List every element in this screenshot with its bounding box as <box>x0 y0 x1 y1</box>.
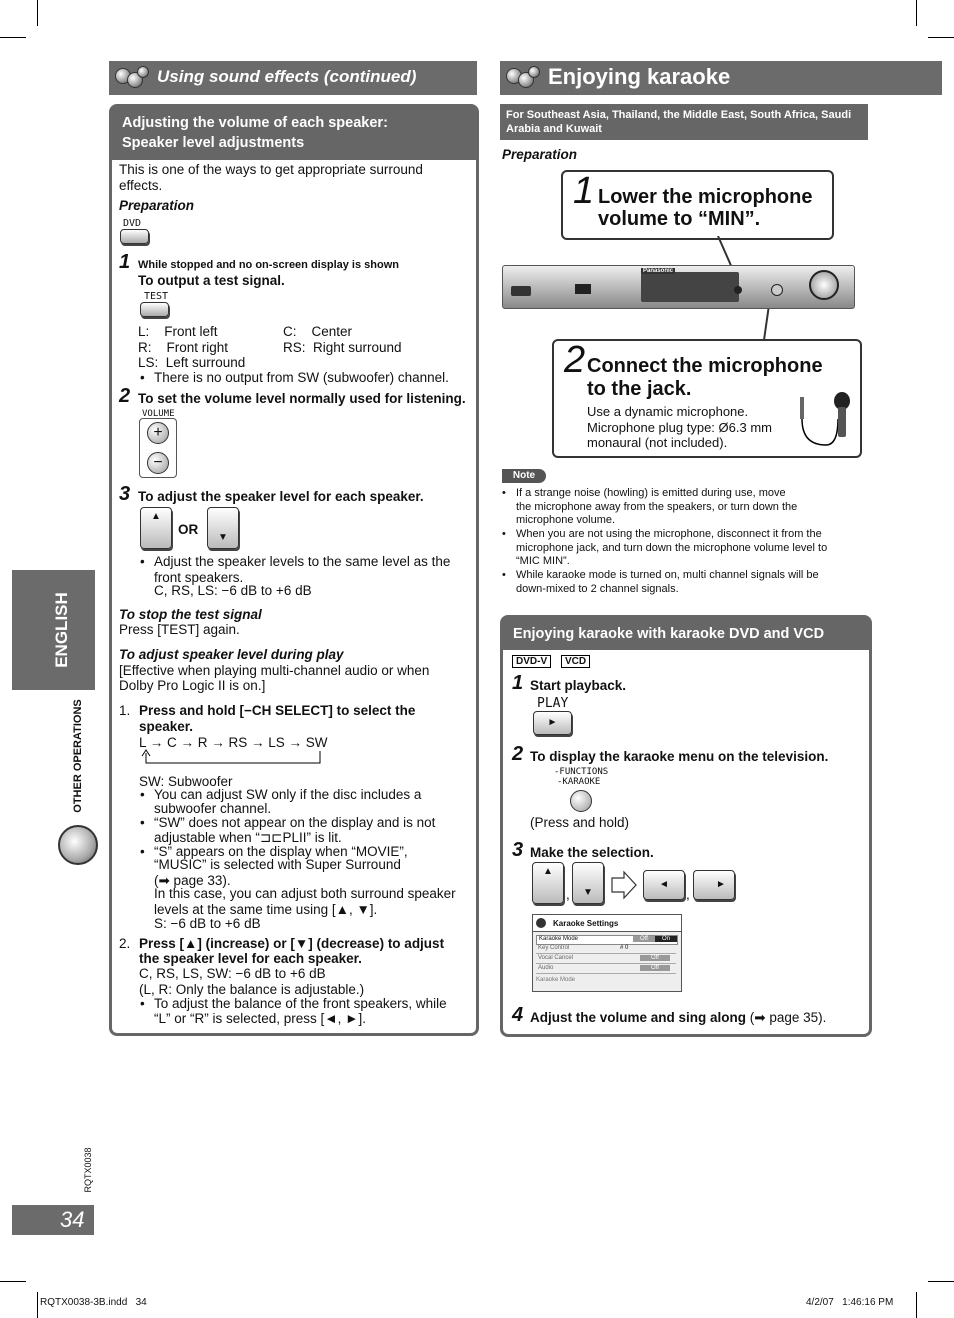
up-arrow-button[interactable] <box>140 507 172 549</box>
bullet: • <box>140 996 145 1011</box>
s-display-note: levels at the same time using [▲, ▼]. <box>154 902 378 917</box>
speaker-sequence: L → C → R → RS → LS → SW <box>139 735 328 750</box>
screen-row-label: Vocal Cancel <box>538 955 574 961</box>
operations-icon <box>58 825 98 865</box>
test-button[interactable] <box>140 302 169 317</box>
karaoke-menu-text: To display the karaoke menu on the television. <box>530 749 829 764</box>
down-arrow-button[interactable] <box>207 507 239 549</box>
step-number: 4 <box>512 1004 524 1026</box>
step3-text: To adjust the speaker level for each speaker. <box>138 489 424 504</box>
note-label: Note <box>502 469 546 483</box>
karaoke-icon <box>506 66 540 90</box>
screen-row <box>536 965 676 974</box>
adjust-level-text: the speaker level for each speaker. <box>139 951 362 966</box>
callout-line: Connect the microphone <box>587 355 823 377</box>
step-number: 3 <box>119 483 131 505</box>
press-hold-text: Press and hold [−CH SELECT] to select the <box>139 703 416 718</box>
s-display-note: “MUSIC” is selected with Super Surround <box>154 857 401 872</box>
s-display-note: In this case, you can adjust both surround speaker <box>154 886 456 901</box>
step-number: 1 <box>512 672 524 694</box>
screen-title: Karaoke Settings <box>553 919 619 928</box>
callout-body-line: Use a dynamic microphone. <box>587 404 749 419</box>
functions-label: -FUNCTIONS <box>554 767 609 777</box>
note-line: When you are not using the microphone, disconnect it from the <box>516 528 822 540</box>
sing-along-text <box>530 1010 826 1026</box>
channel-right: R: Front right <box>138 340 229 355</box>
sing-along-instruction: Adjust the volume and sing along <box>530 1010 747 1025</box>
play-button[interactable] <box>533 711 572 735</box>
bullet: • <box>140 370 145 385</box>
note-line: If a strange noise (howling) is emitted during use, move <box>516 487 786 499</box>
callout-line: to the jack. <box>587 378 692 400</box>
print-timestamp: 4/2/07 1:46:16 PM <box>806 1297 894 1308</box>
power-button <box>511 286 531 296</box>
sw-note: You can adjust SW only if the disc includes a <box>154 787 422 802</box>
note-line: microphone jack, and turn down the microphone volume level to <box>516 541 828 554</box>
dvd-v-tag: DVD-V <box>512 655 551 668</box>
sw-display-note: adjustable when “⊐⊏PLII” is lit. <box>154 830 342 845</box>
step-number: 2 <box>119 385 131 407</box>
right-section-header <box>500 61 942 95</box>
press-hold-text: speaker. <box>139 719 194 734</box>
preparation-heading: Preparation <box>502 147 578 162</box>
adjust-same-text: Adjust the speaker levels to the same level as the <box>154 554 451 569</box>
volume-control <box>139 418 177 478</box>
section-label: OTHER OPERATIONS <box>72 699 84 813</box>
main-unit-front-panel <box>502 265 855 309</box>
mic-jack <box>771 284 783 296</box>
karaoke-button[interactable] <box>570 790 592 812</box>
screen-title-bar <box>533 915 681 932</box>
balance-tip: To adjust the balance of the front speakers, while <box>154 996 447 1011</box>
up-arrow-icon: ▲ <box>543 866 553 877</box>
bullet: • <box>502 569 506 581</box>
bullet: • <box>140 815 145 830</box>
page-reference: (➡ page 35). <box>749 1010 827 1025</box>
down-arrow-icon: ▼ <box>583 887 593 898</box>
screen-row <box>536 955 676 964</box>
callout-text <box>587 355 823 401</box>
screen-row <box>536 945 676 954</box>
adjust-range: C, RS, LS: −6 dB to +6 dB <box>154 583 312 598</box>
sequence-loop-arrow <box>140 749 322 767</box>
right-arrow-button[interactable] <box>693 870 735 900</box>
preparation-heading: Preparation <box>119 198 195 213</box>
intro-text: This is one of the ways to get appropriate surround effects. <box>119 162 423 193</box>
callout-line: volume to “MIN”. <box>598 208 761 230</box>
crop-mark <box>0 1281 26 1282</box>
up-arrow-icon: ▲ <box>151 511 161 522</box>
screen-footer: Karaoke Mode <box>536 977 576 983</box>
sw-note: subwoofer channel. <box>154 801 272 816</box>
up-arrow-button[interactable] <box>532 862 564 904</box>
adjust-level-text: Press [▲] (increase) or [▼] (decrease) to adjust <box>139 936 445 951</box>
step-number: 2 <box>512 743 524 765</box>
channel-right-surround: RS: Right surround <box>283 340 402 355</box>
sw-display-note: “SW” does not appear on the display and is not <box>154 815 436 830</box>
down-arrow-button[interactable] <box>572 862 604 904</box>
settings-icon <box>536 918 546 928</box>
panel-title-line: Adjusting the volume of each speaker: <box>122 115 388 131</box>
s-display-note: “S” appears on the display when “MOVIE”, <box>154 844 408 859</box>
karaoke-settings-screen <box>532 914 682 992</box>
dvd-button[interactable] <box>120 229 149 244</box>
list-number: 1. <box>119 703 131 718</box>
down-arrow-icon: ▼ <box>218 532 228 543</box>
volume-down-button[interactable]: − <box>147 452 169 474</box>
play-icon: ► <box>547 717 558 728</box>
screen-row-label: Audio <box>538 965 554 971</box>
balance-note: (L, R: Only the balance is adjustable.) <box>139 982 365 997</box>
callout-text <box>598 186 812 230</box>
make-selection-text: Make the selection. <box>530 845 654 860</box>
screen-row-label: Karaoke Mode <box>539 936 579 942</box>
callout-connect-mic <box>552 339 862 458</box>
page-number: 34 <box>12 1205 94 1235</box>
callout-body <box>587 404 772 451</box>
bullet: • <box>140 554 145 569</box>
callout-body-line: monaural (not included). <box>587 435 728 450</box>
screen-row-off: Off <box>633 936 655 942</box>
during-play-heading: To adjust speaker level during play <box>119 647 344 662</box>
region-banner: For Southeast Asia, Thailand, the Middle East, South Africa, Saudi Arabia and Kuwait <box>500 104 868 140</box>
note-item <box>516 487 797 528</box>
page-reference: (➡ page 33). <box>154 873 231 888</box>
note-item <box>516 528 827 569</box>
crop-mark <box>928 37 954 38</box>
dvd-label: DVD <box>123 218 142 229</box>
or-label: OR <box>178 522 199 537</box>
sw-definition: SW: Subwoofer <box>139 774 233 789</box>
crop-mark <box>37 1292 38 1318</box>
crop-mark <box>37 0 38 26</box>
channel-left-surround: LS: Left surround <box>138 355 246 370</box>
during-play-text: [Effective when playing multi-channel audio or when <box>119 663 430 678</box>
note-item <box>516 569 819 596</box>
bullet: • <box>502 528 506 540</box>
bullet: • <box>140 787 145 802</box>
right-arrow-icon: ► <box>716 879 726 890</box>
callout-number: 1 <box>573 170 595 212</box>
separator: , <box>566 887 570 902</box>
microphone-icon <box>794 389 860 453</box>
stop-test-text: Press [TEST] again. <box>119 622 240 637</box>
volume-up-button[interactable]: + <box>147 422 169 444</box>
screen-row-off: # 0 <box>620 945 629 951</box>
screen-row-on: On <box>655 936 677 942</box>
panel-title-line: Speaker level adjustments <box>122 135 305 151</box>
screen-row-label: Key Control <box>538 945 570 951</box>
display-window <box>641 272 739 302</box>
then-arrow-icon <box>610 870 638 900</box>
doc-code: RQTX0038 <box>83 1147 93 1193</box>
language-tab <box>12 570 95 690</box>
step1-text: To output a test signal. <box>138 273 285 288</box>
karaoke-panel-title: Enjoying karaoke with karaoke DVD and VCD <box>503 618 869 650</box>
left-arrow-button[interactable] <box>643 870 685 900</box>
crop-mark <box>0 37 26 38</box>
bullet: • <box>502 487 506 499</box>
sound-effects-icon <box>115 66 149 90</box>
left-arrow-icon: ◄ <box>659 879 669 890</box>
step-number: 1 <box>119 251 131 273</box>
right-header-title: Enjoying karaoke <box>548 64 731 89</box>
step1-note: While stopped and no on-screen display is shown <box>138 259 399 271</box>
callout-line: Lower the microphone <box>598 186 813 208</box>
vcd-tag: VCD <box>561 655 590 668</box>
play-label: PLAY <box>537 696 569 711</box>
adjust-level-range: C, RS, LS, SW: −6 dB to +6 dB <box>139 966 326 981</box>
during-play-text: Dolby Pro Logic II is on.] <box>119 678 266 693</box>
callout-body-line: Microphone plug type: Ø6.3 mm <box>587 419 772 435</box>
file-name: RQTX0038-3B.indd 34 <box>40 1297 147 1308</box>
channel-center: C: Center <box>283 324 353 339</box>
brand-logo: Panasonic <box>643 268 674 274</box>
test-label: TEST <box>144 291 169 302</box>
volume-knob <box>809 270 839 300</box>
separator: , <box>686 887 690 902</box>
note-line: the microphone away from the speakers, or turn down the <box>516 500 798 513</box>
bullet: • <box>140 844 145 859</box>
left-section-header <box>109 61 477 95</box>
karaoke-label: -KARAOKE <box>557 777 601 787</box>
balance-tip: “L” or “R” is selected, press [◄, ►]. <box>154 1011 367 1026</box>
s-range: S: −6 dB to +6 dB <box>154 916 261 931</box>
adjust-same-text: front speakers. <box>154 570 244 585</box>
press-hold-note: (Press and hold) <box>530 815 630 830</box>
panel-title <box>112 107 476 160</box>
screen-row-off: Off <box>640 955 670 961</box>
stop-test-heading: To stop the test signal <box>119 607 262 622</box>
note-line: down-mixed to 2 channel signals. <box>516 582 679 595</box>
callout-number: 2 <box>564 339 586 381</box>
note-line: “MIC MIN”. <box>516 555 570 567</box>
volume-label: VOLUME <box>142 409 175 419</box>
channel-left: L: Front left <box>138 324 218 339</box>
crop-mark <box>928 1281 954 1282</box>
note-line: While karaoke mode is turned on, multi channel signals will be <box>516 569 819 581</box>
crop-mark <box>916 1292 917 1318</box>
usb-port <box>575 284 591 294</box>
mic-volume-knob <box>734 286 742 294</box>
screen-row-off: Off <box>640 965 670 971</box>
note-line: microphone volume. <box>516 514 616 526</box>
crop-mark <box>916 0 917 26</box>
language-label: ENGLISH <box>52 592 71 668</box>
screen-row <box>536 935 678 945</box>
left-header-title: Using sound effects (continued) <box>157 67 417 86</box>
step2-text: To set the volume level normally used for listening. <box>138 391 466 406</box>
step-number: 3 <box>512 839 524 861</box>
no-sw-note: There is no output from SW (subwoofer) channel. <box>154 370 449 385</box>
callout-lower-volume <box>561 170 834 240</box>
list-number: 2. <box>119 936 131 951</box>
start-playback-text: Start playback. <box>530 678 627 693</box>
